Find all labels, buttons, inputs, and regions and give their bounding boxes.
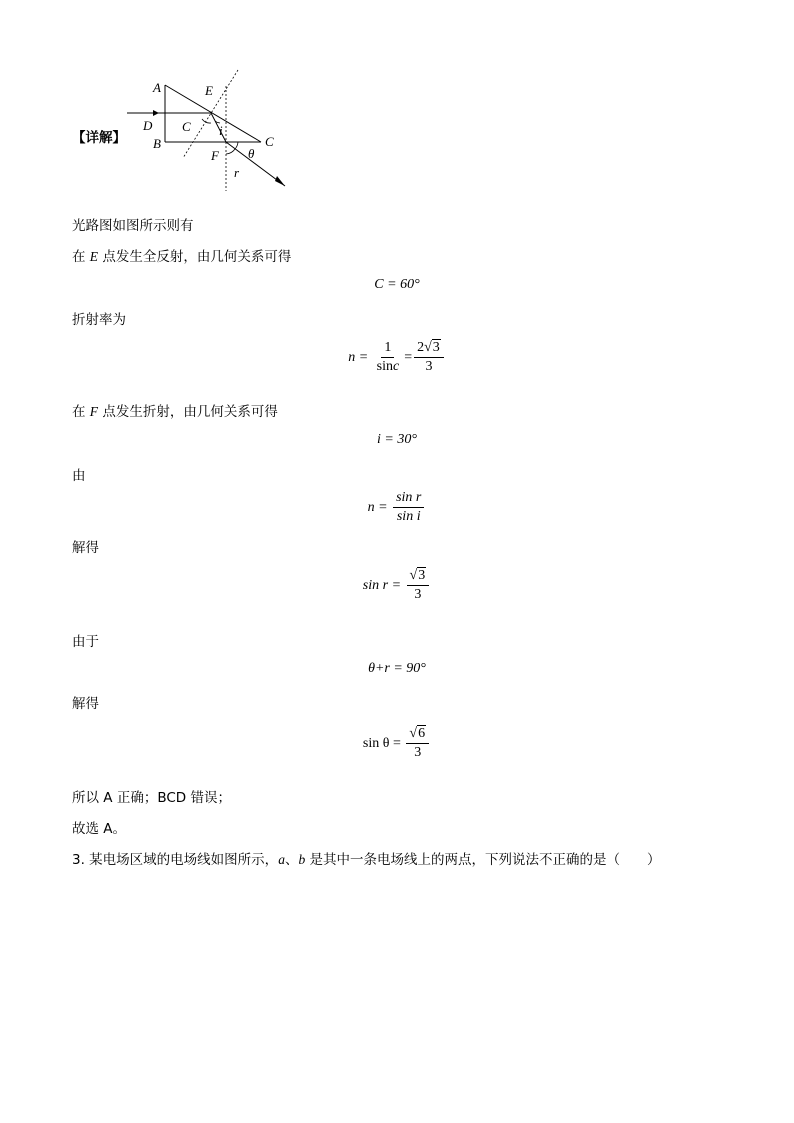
equation-incidence-angle [0, 432, 794, 448]
eq7-den: 3 [414, 745, 422, 761]
eq5-frac [407, 568, 430, 603]
eq4-den: sin i [396, 509, 421, 525]
equation-critical-angle [0, 277, 794, 293]
text-line-9: 所以 A 正确；BCD 错误； [72, 790, 231, 806]
question-3-text-1: 某电场区域的电场线如图所示， [84, 852, 279, 868]
equation-angle-sum [0, 661, 794, 677]
angle-c-arc [202, 119, 211, 123]
eq7-frac [406, 726, 429, 761]
label-b: B [153, 136, 161, 151]
equation-sin-r [0, 568, 794, 603]
question-3-number: 3. [72, 852, 85, 868]
text-line-4-post: 点发生折射，由几何关系可得 [98, 404, 278, 420]
detail-heading: 【详解】 [72, 130, 126, 146]
eq7-rad: 6 [418, 726, 426, 741]
refracted-arrow [275, 176, 285, 186]
equation-sin-theta [0, 726, 794, 761]
text-line-3: 折射率为 [72, 312, 126, 328]
angle-theta-arc [235, 142, 238, 149]
label-c-vertex: C [265, 134, 274, 149]
sqrt-symbol: √3 [424, 340, 440, 355]
eq6-text: θ+r = 90° [368, 661, 426, 676]
eq5-rad: 3 [418, 568, 426, 583]
eq5-lhs: sin r = [362, 577, 402, 593]
eq2-frac-2 [414, 340, 444, 375]
var-a: a [278, 852, 285, 867]
eq1-text: C = 60° [374, 277, 420, 292]
text-line-6: 解得 [72, 540, 99, 556]
eq2-num: 1 [381, 340, 394, 358]
angle-r-arc [226, 149, 235, 154]
text-line-4 [72, 400, 278, 420]
label-a: A [153, 80, 161, 95]
label-i: i [219, 123, 223, 138]
label-r: r [234, 165, 240, 180]
sqrt-symbol: √3 [409, 568, 426, 583]
label-c-angle: C [182, 119, 191, 134]
equation-snell [0, 490, 794, 525]
label-f: F [211, 148, 219, 163]
equation-refractive-index [0, 340, 794, 375]
eq2-den-sin: sin [376, 359, 393, 375]
question-3-text-2: 是其中一条电场线上的两点，下列说法不正确的是（ ） [305, 852, 661, 868]
eq7-lhs: sin θ = [362, 735, 401, 751]
text-line-4-pre: 在 [72, 404, 90, 420]
incident-arrow [153, 110, 159, 116]
question-3 [72, 848, 660, 868]
eq4-num: sin r [393, 490, 424, 508]
var-e: E [89, 249, 99, 264]
text-line-2 [72, 245, 291, 265]
text-line-10: 故选 A。 [72, 821, 127, 837]
var-f: F [89, 404, 99, 419]
question-3-sep: 、 [284, 852, 299, 868]
text-line-2-pre: 在 [72, 249, 90, 265]
eq2-frac-1 [374, 340, 403, 375]
eq2-equals: = [404, 349, 413, 365]
text-line-1: 光路图如图所示则有 [72, 218, 194, 234]
eq2-coef: 2 [417, 340, 425, 355]
eq2-den-var: c [392, 359, 400, 375]
eq4-frac [393, 490, 424, 525]
eq2-rad: 3 [432, 340, 440, 355]
eq2-lhs: n = [348, 349, 369, 365]
eq2-den2: 3 [425, 359, 433, 375]
label-theta: θ [248, 146, 255, 161]
text-line-2-post: 点发生全反射，由几何关系可得 [98, 249, 292, 265]
label-d: D [143, 118, 153, 133]
text-line-7: 由于 [72, 634, 99, 650]
eq4-lhs: n = [367, 499, 388, 515]
eq3-text: i = 30° [377, 432, 417, 447]
text-line-5: 由 [72, 468, 86, 484]
label-e: E [205, 83, 213, 98]
eq5-den: 3 [414, 587, 422, 603]
text-line-8: 解得 [72, 696, 99, 712]
optics-diagram [125, 66, 295, 191]
var-b: b [298, 852, 306, 867]
sqrt-symbol: √6 [409, 726, 426, 741]
